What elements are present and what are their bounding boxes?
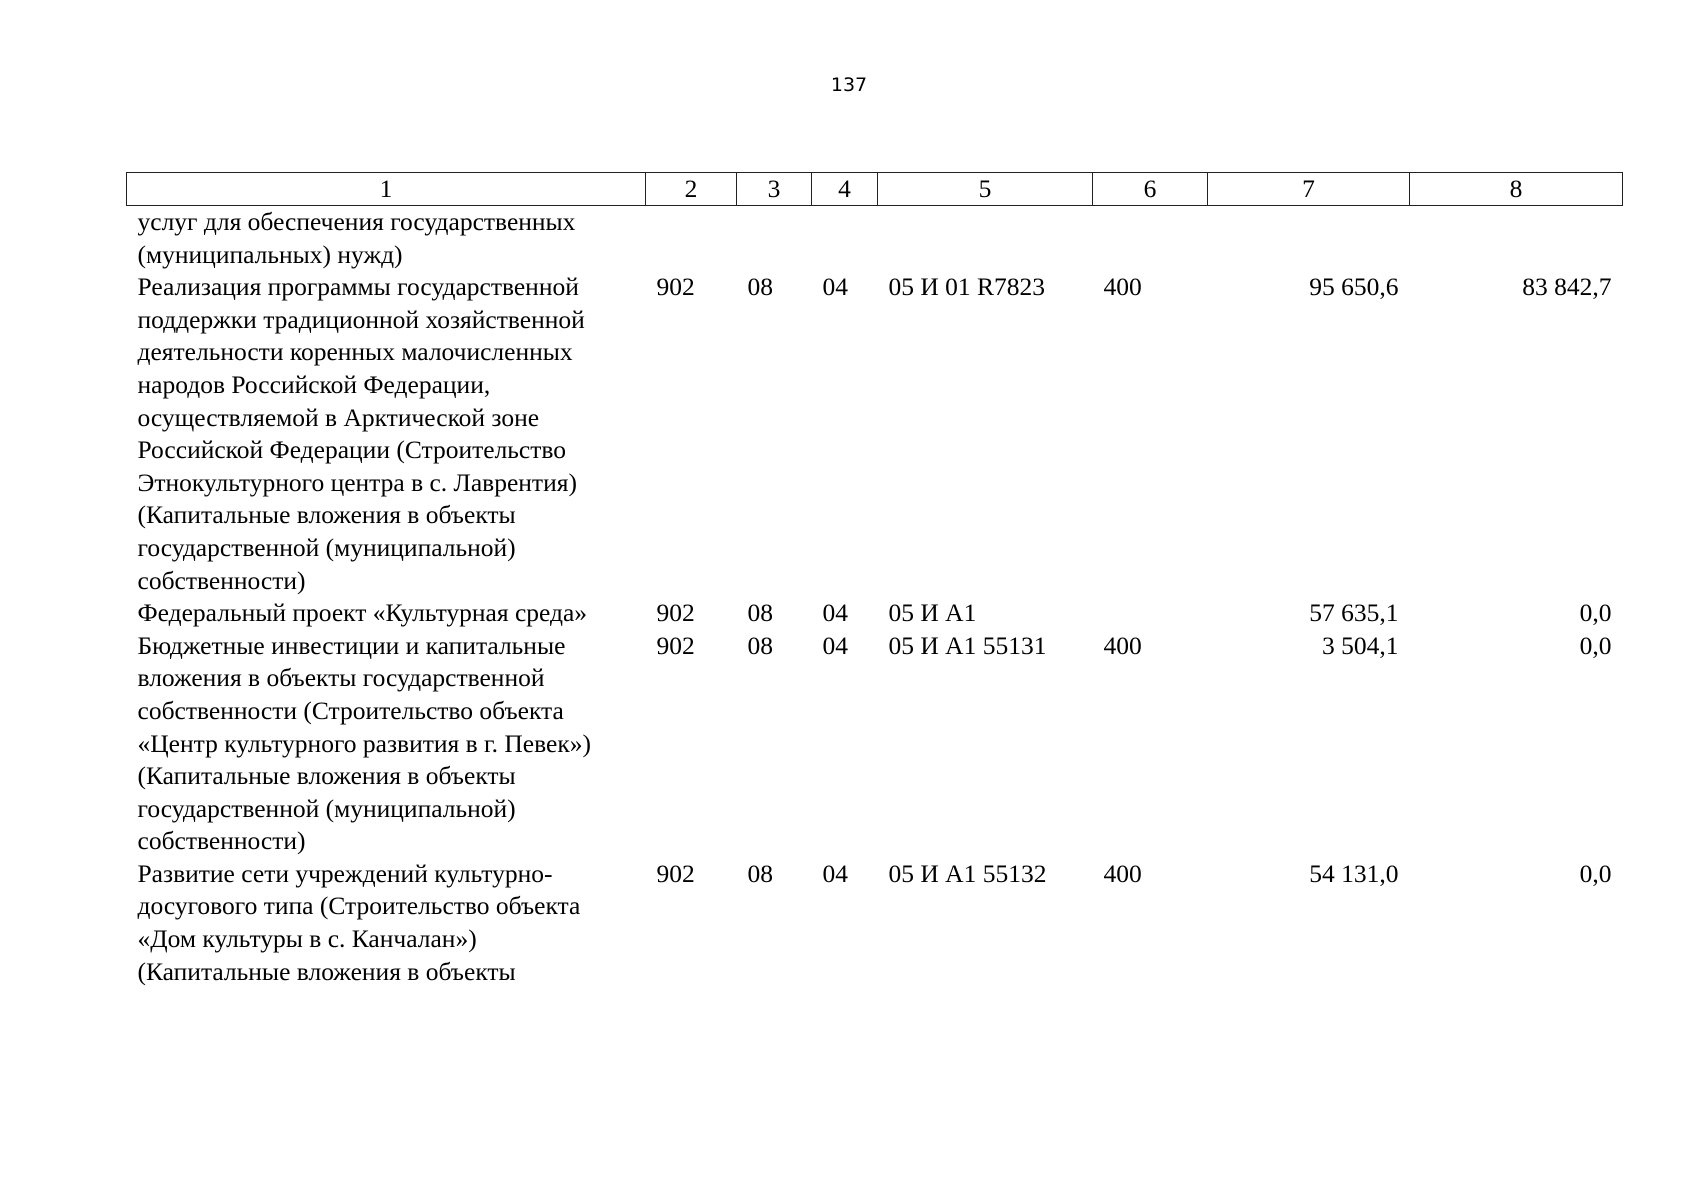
cell-amount-8: 0,0 [1579,858,1612,888]
header-row [127,173,1623,206]
cell-amount-7: 3 504,1 [1322,630,1399,660]
cell-ministry: 902 [656,272,695,302]
cell-section: 08 [747,630,773,660]
cell-amount-8: 0,0 [1579,630,1612,660]
column-header-1: 1 [127,173,646,206]
cell-section [737,206,812,272]
cell-expense-type: 400 [1103,272,1142,302]
cell-target-article: 05 И 01 R7823 [888,272,1046,302]
row-name: Реализация программы государственной поддержки традиционной хозяйственной деятельности коренных малочисленных народов Российской Федерации, осуществляемой в Арктической зоне Российской Федерации (Строительство Этнокультурного центра в с. Лаврентия) (Капитальные вложения в объекты государственной (муниципальной) собственности) [137,272,585,595]
row-name: Бюджетные инвестиции и капитальные вложения в объекты государственной собственности (Строительство объекта «Центр культурного развития в г. Певек») (Капитальные вложения в объекты государственной (муниципальной) собственности) [137,630,591,856]
cell-expense-type: 400 [1103,630,1142,660]
cell-subsection [812,206,878,272]
cell-target-article: 05 И А1 55132 [888,858,1047,888]
column-header-8: 8 [1410,173,1623,206]
row-name: услуг для обеспечения государственных (муниципальных) нужд) [137,207,576,269]
column-header-3: 3 [737,173,812,206]
table-row [127,271,1623,597]
cell-section: 08 [747,272,773,302]
cell-subsection: 04 [822,630,848,660]
cell-target-article: 05 И А1 [888,598,977,628]
table-row [127,597,1623,630]
column-header-6: 6 [1093,173,1208,206]
cell-subsection: 04 [822,272,848,302]
cell-amount-7: 57 635,1 [1309,598,1399,628]
cell-ministry: 902 [656,598,695,628]
cell-amount-7 [1208,206,1410,272]
column-header-5: 5 [878,173,1093,206]
cell-amount-8: 83 842,7 [1522,272,1612,302]
cell-ministry: 902 [656,858,695,888]
cell-expense-type [1093,597,1208,630]
row-name: Федеральный проект «Культурная среда» [137,598,588,628]
page-number: 137 [830,74,868,96]
cell-section: 08 [747,858,773,888]
row-name: Развитие сети учреждений культурно-досугового типа (Строительство объекта «Дом культуры в с. Канчалан») (Капитальные вложения в объекты [137,858,581,986]
column-header-2: 2 [646,173,737,206]
cell-section: 08 [747,598,773,628]
cell-target-article: 05 И А1 55131 [888,630,1047,660]
column-header-4: 4 [812,173,878,206]
table-row [127,858,1623,988]
cell-subsection: 04 [822,598,848,628]
table-row [127,630,1623,858]
cell-target-article [878,206,1093,272]
cell-expense-type [1093,206,1208,272]
cell-subsection: 04 [822,858,848,888]
cell-ministry [646,206,737,272]
column-header-7: 7 [1208,173,1410,206]
cell-expense-type: 400 [1103,858,1142,888]
table-row [127,206,1623,272]
cell-amount-7: 54 131,0 [1309,858,1399,888]
cell-amount-8: 0,0 [1579,598,1612,628]
budget-table [126,172,1623,988]
cell-ministry: 902 [656,630,695,660]
cell-amount-8 [1410,206,1623,272]
cell-amount-7: 95 650,6 [1309,272,1399,302]
